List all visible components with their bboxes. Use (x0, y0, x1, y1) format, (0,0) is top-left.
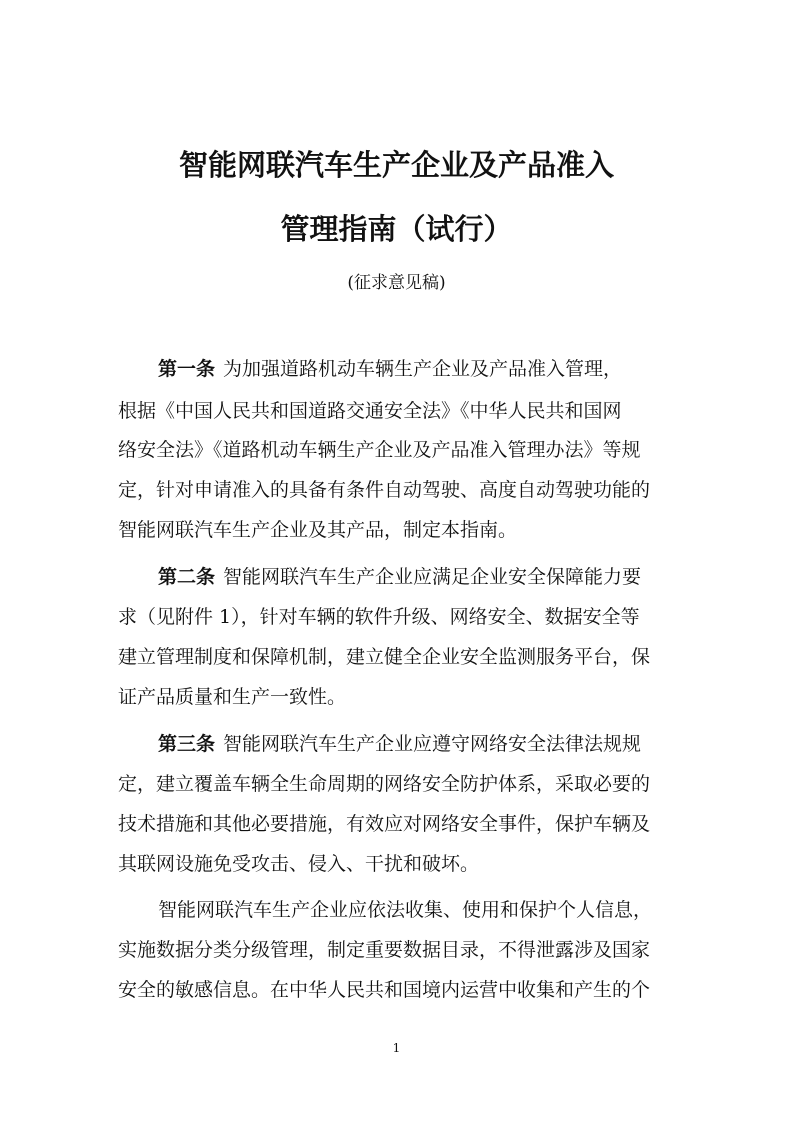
article-1-line: 络安全法》《道路机动车辆生产企业及产品准入管理办法》等规 (118, 439, 641, 461)
article-1-line: 定，针对申请准入的具备有条件自动驾驶、高度自动驾驶功能的 (118, 479, 651, 501)
article-2-line: 建立管理制度和保障机制，建立健全企业安全监测服务平台，保 (118, 646, 651, 668)
document-title-line-2: 管理指南（试行） (280, 212, 513, 246)
article-2-first-line (118, 560, 678, 594)
article-1-line: 根据《中国人民共和国道路交通安全法》《中华人民共和国网 (118, 400, 622, 422)
article-2-text: 智能网联汽车生产企业应满足企业安全保障能力要 (223, 566, 642, 588)
article-2-label: 第二条 (158, 566, 216, 588)
article-1-line: 智能网联汽车生产企业及其产品，制定本指南。 (118, 519, 518, 541)
article-3-line: 技术措施和其他必要措施，有效应对网络安全事件，保护车辆及 (118, 813, 651, 835)
article-2-line: 证产品质量和生产一致性。 (118, 686, 347, 708)
article-3-line: 定，建立覆盖车辆全生命周期的网络安全防护体系，采取必要的 (118, 773, 651, 795)
article-3-line: 其联网设施免受攻击、侵入、干扰和破坏。 (118, 853, 480, 875)
article-3-first-line (118, 727, 678, 761)
article-3-text: 智能网联汽车生产企业应遵守网络安全法律法规规 (223, 733, 642, 755)
paragraph-4-first-line: 智能网联汽车生产企业应依法收集、使用和保护个人信息， (158, 899, 653, 921)
article-3-label: 第三条 (158, 733, 216, 755)
article-1-label: 第一条 (158, 358, 216, 380)
document-subtitle: (征求意见稿) (347, 273, 446, 293)
paragraph-4-line: 安全的敏感信息。在中华人民共和国境内运营中收集和产生的个 (118, 979, 651, 1001)
paragraph-4-line: 实施数据分类分级管理，制定重要数据目录，不得泄露涉及国家 (118, 939, 651, 961)
document-title-line-1: 智能网联汽车生产企业及产品准入 (178, 148, 614, 182)
page-number: 1 (392, 1041, 401, 1055)
article-1-text: 为加强道路机动车辆生产企业及产品准入管理， (223, 358, 623, 380)
article-1-first-line (118, 352, 678, 386)
article-2-line: 求（见附件 1），针对车辆的软件升级、网络安全、数据安全等 (118, 606, 640, 628)
